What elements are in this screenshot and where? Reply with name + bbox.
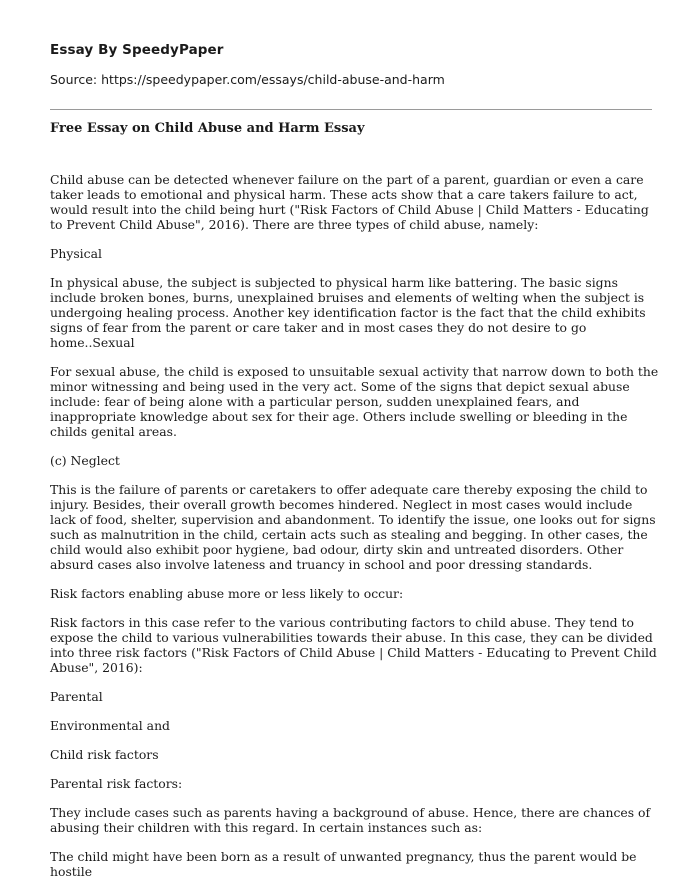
essay-title: Free Essay on Child Abuse and Harm Essay — [50, 121, 365, 136]
paragraph-physical-heading: Physical — [50, 246, 102, 261]
paragraph-neglect-heading: (c) Neglect — [50, 453, 120, 468]
paragraph-physical: In physical abuse, the subject is subjected to physical harm like battering. The basic signs include broken bones, burns, unexplained bruises and elements of welting when the subject is undergoing healing process. Another key identification factor is the fact that the child exhibits signs of fear from the parent or care taker and in most cases they do not desire to go home..Sexual — [50, 275, 646, 350]
paragraph-parental: They include cases such as parents having a background of abuse. Hence, there are chances of abusing their children with this regard. In certain instances such as: — [50, 805, 651, 835]
paragraph-risk-heading: Risk factors enabling abuse more or less likely to occur: — [50, 586, 404, 601]
source-line: Source: https://speedypaper.com/essays/child-abuse-and-harm — [50, 72, 445, 87]
divider — [50, 109, 652, 110]
essay-body — [50, 172, 662, 893]
paragraph-neglect: This is the failure of parents or caretakers to offer adequate care thereby exposing the child to injury. Besides, their overall growth becomes hindered. Neglect in most cases would include lack of food, shelter, supervision and abandonment. To identify the issue, one looks out for signs such as malnutrition in the child, certain acts such as stealing and begging. In other cases, the child would also exhibit poor hygiene, bad odour, dirty skin and untreated disorders. Other absurd cases also involve lateness and truancy in school and poor dressing standards. — [50, 482, 656, 572]
paragraph-unwanted: The child might have been born as a result of unwanted pregnancy, thus the parent would be hostile — [50, 849, 637, 879]
list-item-child: Child risk factors — [50, 747, 159, 762]
site-title: Essay By SpeedyPaper — [50, 42, 224, 58]
paragraph-risk: Risk factors in this case refer to the various contributing factors to child abuse. They tend to expose the child to various vulnerabilities towards their abuse. In this case, they can be divided into three risk factors ("Risk Factors of Child Abuse | Child Matters - Educating to Prevent Child Abuse", 2016): — [50, 615, 657, 675]
list-item-parental: Parental — [50, 689, 103, 704]
paragraph-sexual: For sexual abuse, the child is exposed to unsuitable sexual activity that narrow down to both the minor witnessing and being used in the very act. Some of the signs that depict sexual abuse include: fear of being alone with a particular person, sudden unexplained fears, and inappropriate knowledge about sex for their age. Others include swelling or bleeding in the childs genital areas. — [50, 364, 659, 439]
paragraph-parental-heading: Parental risk factors: — [50, 776, 183, 791]
paragraph-intro: Child abuse can be detected whenever failure on the part of a parent, guardian or even a care taker leads to emotional and physical harm. These acts show that a care takers failure to act, would result into the child being hurt ("Risk Factors of Child Abuse | Child Matters - Educating to Prevent Child Abuse", 2016). There are three types of child abuse, namely: — [50, 172, 649, 232]
list-item-environmental: Environmental and — [50, 718, 170, 733]
